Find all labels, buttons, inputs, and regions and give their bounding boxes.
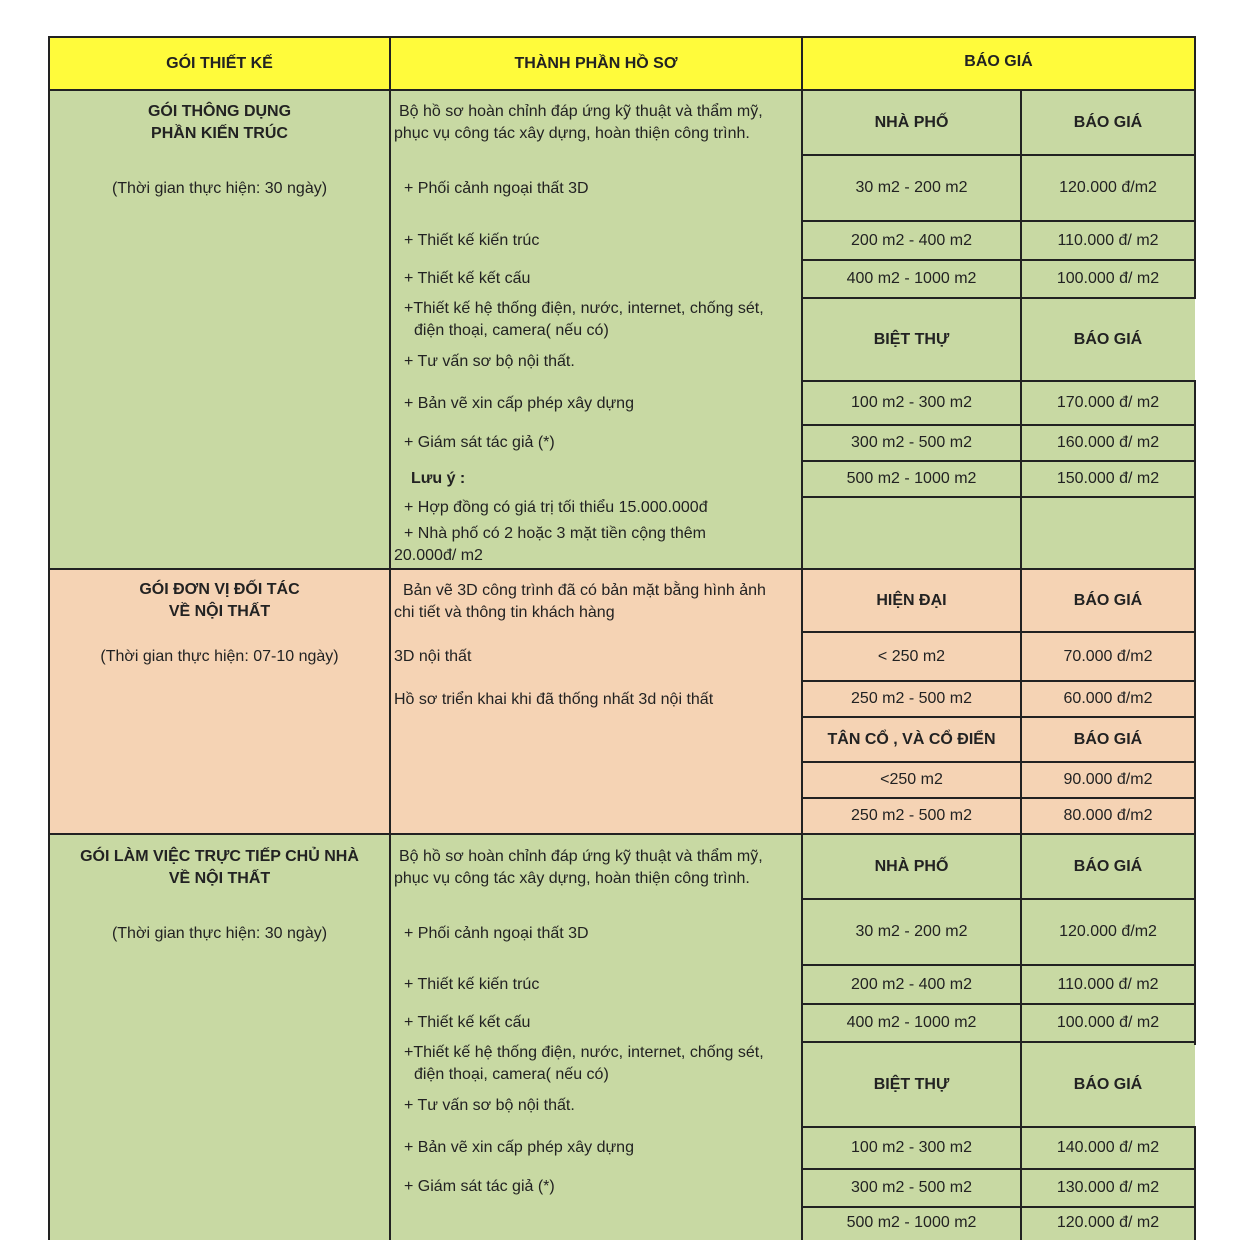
border-right-4 [1194,1126,1196,1240]
pkg2-intro-line2: chi tiết và thông tin khách hàng [394,604,615,621]
pkg1-item: + Thiết kế kết cấu [404,270,531,287]
pkg1-note2-line2: 20.000đ/ m2 [394,547,483,564]
border-top [48,36,1196,38]
pkg1-item: + Tư vấn sơ bộ nội thất. [404,353,575,370]
pkg1-item: + Giám sát tác giả (*) [404,434,555,451]
pkg2-classic-price-head: BÁO GIÁ [1073,730,1143,748]
pkg1-townhouse-price: 100.000 đ/ m2 [1056,270,1160,287]
pkg3-villa-price-head: BÁO GIÁ [1073,1075,1143,1093]
pkg3-townhouse-head: NHÀ PHỐ [874,857,949,875]
pkg3-name-line1: GÓI LÀM VIỆC TRỰC TIẾP CHỦ NHÀ [80,848,359,865]
pkg3-townhouse-price: 110.000 đ/ m2 [1057,975,1159,993]
pkg3-villa-price: 130.000 đ/ m2 [1056,1179,1160,1196]
pkg2-classic-head: TÂN CỔ , VÀ CỔ ĐIỂN [827,730,996,748]
pkg3-item: + Thiết kế kiến trúc [404,976,540,993]
pkg2-classic-area: 250 m2 - 500 m2 [851,807,972,824]
pkg3-duration: (Thời gian thực hiện: 30 ngày) [111,925,328,942]
pkg1-villa-price: 160.000 đ/ m2 [1056,434,1160,451]
pkg1-note2-line1: + Nhà phố có 2 hoặc 3 mặt tiền cộng thêm [404,525,706,542]
pkg1-villa-area: 500 m2 - 1000 m2 [846,470,977,487]
pkg3-townhouse-area: 200 m2 - 400 m2 [851,975,972,993]
pkg1-villa-price: 150.000 đ/ m2 [1056,470,1160,487]
pkg3-villa-area: 500 m2 - 1000 m2 [846,1214,977,1231]
pkg2-price-head: BÁO GIÁ [1073,591,1143,609]
pkg1-villa-price: 170.000 đ/ m2 [1056,394,1160,411]
pkg1-note-title: Lưu ý : [411,470,466,487]
pkg3-townhouse-price: 100.000 đ/ m2 [1056,1014,1160,1031]
pkg1-villa-area: 100 m2 - 300 m2 [851,394,972,411]
pkg2-classic-area: <250 m2 [880,771,943,788]
pkg3-intro-line2: phục vụ công tác xây dựng, hoàn thiện công trình. [394,870,750,887]
pkg2-modern-price: 60.000 đ/m2 [1063,690,1153,707]
pkg3-villa-price: 120.000 đ/ m2 [1056,1214,1160,1231]
header-package: GÓI THIẾT KẾ [166,55,273,72]
pkg1-item: + Thiết kế kiến trúc [404,232,540,249]
pkg1-note1: + Hợp đồng có giá trị tối thiểu 15.000.000đ [404,499,708,516]
pkg1-intro-line2: phục vụ công tác xây dựng, hoàn thiện công trình. [394,125,750,142]
pkg2-modern-area: 250 m2 - 500 m2 [851,690,972,707]
pkg2-intro-line1: Bản vẽ 3D công trình đã có bản mặt bằng hình ảnh [403,582,766,599]
pkg3-item: + Giám sát tác giả (*) [404,1178,555,1195]
pkg3-townhouse-price: 120.000 đ/m2 [1059,923,1157,940]
pkg1-name-line1: GÓI THÔNG DỤNG [147,103,292,120]
pkg1-villa-head: BIỆT THỰ [873,330,950,348]
pkg1-townhouse-area: 400 m2 - 1000 m2 [846,270,977,287]
pkg3-villa-price: 140.000 đ/ m2 [1056,1139,1160,1156]
pkg1-townhouse-head: NHÀ PHỐ [874,113,949,131]
pkg2-modern-area: < 250 m2 [877,647,946,665]
pkg3-villa-area: 300 m2 - 500 m2 [851,1179,972,1196]
pkg3-item: + Phối cảnh ngoại thất 3D [404,925,589,942]
pkg1-item: + Phối cảnh ngoại thất 3D [404,180,589,197]
pkg2-classic-price: 80.000 đ/m2 [1063,807,1153,824]
pkg3-name-line2: VỀ NỘI THẤT [168,870,271,887]
pkg1-price-head: BÁO GIÁ [1073,113,1143,131]
pkg3-item: + Tư vấn sơ bộ nội thất. [404,1097,575,1114]
pkg3-item: +Thiết kế hệ thống điện, nước, internet, chống sét, [404,1044,764,1061]
pkg1-item: điện thoại, camera( nếu có) [414,322,609,339]
pkg2-duration: (Thời gian thực hiện: 07-10 ngày) [100,648,339,665]
pkg1-item: +Thiết kế hệ thống điện, nước, internet, chống sét, [404,300,764,317]
pkg1-hline [803,496,1195,498]
border-right-2 [1194,380,1196,569]
pkg2-modern-price: 70.000 đ/m2 [1063,647,1153,665]
pkg3-villa-area: 100 m2 - 300 m2 [851,1139,972,1156]
pkg2-name-line2: VỀ NỘI THẤT [168,603,271,620]
pkg1-intro-line1: Bộ hồ sơ hoàn chỉnh đáp ứng kỹ thuật và thẩm mỹ, [399,103,763,120]
pkg3-townhouse-area: 30 m2 - 200 m2 [855,923,968,940]
pkg1-duration: (Thời gian thực hiện: 30 ngày) [111,180,328,197]
pkg1-name-line2: PHẦN KIẾN TRÚC [151,125,288,142]
col-divider-1 [389,36,391,1240]
pkg3-villa-head: BIỆT THỰ [873,1075,950,1093]
header-quote: BÁO GIÁ [964,53,1033,70]
border-right-3 [1194,569,1196,1045]
pkg3-price-head: BÁO GIÁ [1073,857,1143,875]
pkg2-modern-head: HIỆN ĐẠI [876,591,947,609]
pkg3-item: điện thoại, camera( nếu có) [414,1066,609,1083]
pkg1-townhouse-price: 110.000 đ/ m2 [1057,231,1159,249]
pkg2-classic-price: 90.000 đ/m2 [1063,771,1153,788]
pkg1-townhouse-area: 200 m2 - 400 m2 [851,231,972,249]
pkg1-villa-area: 300 m2 - 500 m2 [851,434,972,451]
pkg2-item2: Hồ sơ triển khai khi đã thống nhất 3d nội thất [394,691,714,708]
pkg2-item1: 3D nội thất [394,648,472,665]
pkg1-townhouse-area: 30 m2 - 200 m2 [855,179,968,196]
pkg1-townhouse-price: 120.000 đ/m2 [1059,179,1157,196]
pkg3-item: + Thiết kế kết cấu [404,1014,531,1031]
pkg1-villa-price-head: BÁO GIÁ [1073,330,1143,348]
header-documents: THÀNH PHẦN HỒ SƠ [514,55,678,72]
pkg3-intro-line1: Bộ hồ sơ hoàn chỉnh đáp ứng kỹ thuật và thẩm mỹ, [399,848,763,865]
border-left [48,36,50,1240]
pkg3-item: + Bản vẽ xin cấp phép xây dựng [404,1139,634,1156]
pkg2-name-line1: GÓI ĐƠN VỊ ĐỐI TÁC [139,581,300,598]
pkg1-item: + Bản vẽ xin cấp phép xây dựng [404,395,634,412]
pkg3-townhouse-area: 400 m2 - 1000 m2 [846,1014,977,1031]
